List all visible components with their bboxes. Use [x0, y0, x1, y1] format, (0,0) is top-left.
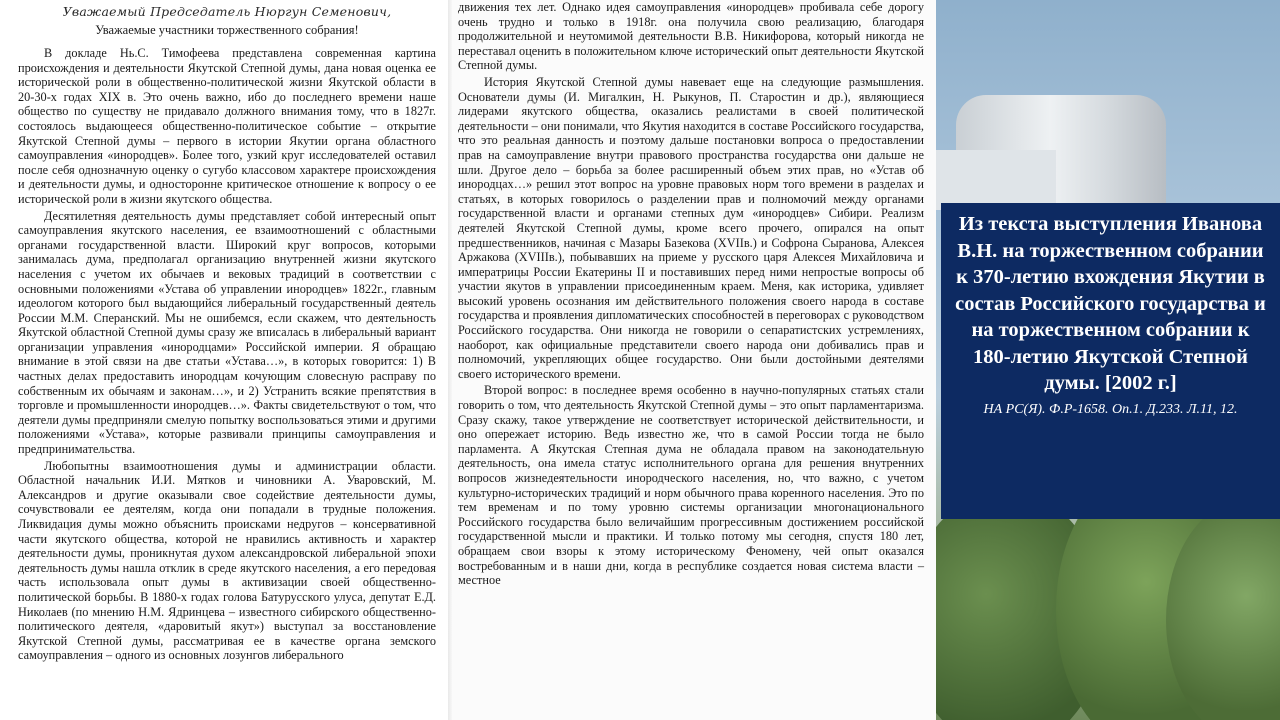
- handwritten-header: Уважаемый Председатель Нюргун Семенович,: [62, 4, 392, 19]
- paragraph: История Якутской Степной думы навевает еще на следующие размышления. Основатели думы (И. Мигалкин, Н. Рыкунов, П. Старостин и др.), являющиеся лидерами якутского общества, оказались реалистами в своей политической деятельности – они понимали, что Якутия находится в составе Российского государства, что это реальная данность и поэтому дальше постановки вопроса о предоставлении прав на самоуправление внутри правового пространства государства они дальше не шли. Другое дело – борьба за более расширенный объем этих прав, но «Устав об инородцах…» решил этот вопрос на уровне правовых норм того времени в разделах и статьях, в которых говорилось о разделении прав и полномочий между органами государственной власти и органами степных дум «инородцев» Сибири. Реализм деятелей Якутской Степной думы, кроме всего прочего, опирался на опыт предшественников, начиная с Мазары Базекова (XVIIв.) и Софрона Сыранова, Алексея Аржакова (XVIIIв.), побывавших на приеме у русского царя Алексея Михайловича и императрицы России Екатерины II и поставивших перед ними непростые вопросы об участии якутов в управлении присоединенным краем. Меня, как историка, удивляет высокий уровень осознания им действительного положения своего народа в составе государства и проявления дипломатических способностей в переговорах с руководством Российского государства. Они никогда не говорили о сепаратистских устремлениях, наоборот, как официальные представители своего народа они добивались прав и полномочий, укрепляющих общее государство. Они были достойными деятелями своего исторического времени.: [458, 74, 924, 381]
- paragraph: Любопытны взаимоотношения думы и администрации области. Областной начальник И.И. Мятков и чиновники А. Уваровский, М. Александров и другие оказывали свое содействие деятельности думы, сочувствовали ее деятелям, когда они попадали в трудные положения. Ликвидация думы можно объяснить происками недругов – консервативной части якутского общества, которой не нравились активность и характер деятельности думы, проникнутая духом александровской либеральной эпохи деятельность думы нашла отклик в среде якутского населения, а его передовая часть использовала опыт думы в активизации своей общественно-политической борьбы. В 1880-х годах голова Батурусского улуса, депутат Е.Д. Николаев (по мнению Н.М. Ядринцева – известного сибирского общественно-политического деятеля, «даровитый якут») выступал за восстановление Якутской Степной думы, рассматривая ее в качестве органа земского самоуправления – одного из основных лозунгов либерального: [18, 458, 436, 663]
- paragraph: В докладе Нь.С. Тимофеева представлена современная картина происхождения и деятельности Якутской Степной думы, дана новая оценка ее исторической роли в общественно-политической жизни Якутской области в 20-30-х годах XIX в. Это очень важно, ибо до последнего времени наше общество по существу не придавало должного внимания тому, что в 1827г. состоялось выдающееся общественно-политическое событие – открытие Якутской Степной думы – первого в истории Якутии органа областного самоуправления «инородцев». Более того, узкий круг исследователей оставил после себя однозначную оценку о сугубо классовом характере происхождения и деятельности думы, и односторонне критическое отношение к вопросу о ее исторической роли в жизни якутского общества.: [18, 46, 436, 206]
- caption-box: [941, 203, 1280, 519]
- paragraph: Второй вопрос: в последнее время особенно в научно-популярных статьях стали говорить о том, что деятельность Якутской Степной думы – это опыт парламентаризма. Сразу скажу, такое утверждение не соответствует исторической действительности, и оно опережает историю. Ведь известно же, что в самой России тогда не было парламента. А Якутская Степная дума не обладала правом на законодательную деятельность, она имела статус исполнительного органа для решения внутренних вопросов жизнедеятельности инородческого населения, но, что важно, с учетом культурно-исторических традиций и норм обычного права коренного населения. Это по тем временам и по тому уровню системы организации многонационального Российского государства было величайшим прогрессивным достижением российской государственной мысли и практики. И только потому мы сегодня, спустя 180 лет, обращаем свои взоры к этому историческому Феномену, чей опыт оказался востребованным и в наши дни, когда в республике создается новая система власти – местное: [458, 383, 924, 588]
- greeting: Уважаемые участники торжественного собрания!: [95, 23, 359, 37]
- caption-title: Из текста выступления Иванова В.Н. на торжественном собрании к 370-летию вхождения Якутии в состав Российского государства и на торжественном собрании к 180-летию Якутской Степной думы. [2002 г.]: [955, 213, 1266, 394]
- document-page-left: [0, 0, 448, 720]
- caption-source: НА РС(Я). Ф.Р-1658. Оп.1. Д.233. Л.11, 12.: [983, 401, 1238, 417]
- document-page-right: [452, 0, 936, 720]
- building-roof: [936, 150, 1056, 210]
- paragraph: Десятилетняя деятельность думы представляет собой интересный опыт самоуправления якутского населения, ее взаимоотношений с областными органами государственной власти. Широкий круг вопросов, которыми занималась дума, предполагал организацию внутренней жизни якутского населения с учетом их обычаев и вековых традиций в соответствии с основными положениями «Устава об управлении инородцев» 1822г., главным идеологом которого был выдающийся либеральный государственный деятель России М.М. Сперанский. Мы не ошибемся, если скажем, что деятельность Якутской областной Степной думы сразу же вписалась в либеральный вариант организации управления «инородцами» Российской империи. Я обращаю внимание в этой связи на две статьи «Устава…», в которых говорится: 1) В частных делах предоставить инородцам кочующим словесную расправу по собственным их обычаям и законам…», и 2) Устранить всякие препятствия в торговле и промышленности инородцев…». Факты свидетельствуют о том, что деятели думы предприняли смелую попытку воспользоваться этими и другими положениями «Устава», которые развивали принципы самоуправления и предпринимательства.: [18, 208, 436, 457]
- paragraph: движения тех лет. Однако идея самоуправления «инородцев» пробивала себе дорогу очень трудно и только в 1918г. она получила свою реализацию, благодаря продолжительной и неутомимой деятельности В.В. Никифорова, который никогда не переставал оценить в положительном ключе исторический опыт деятельности Якутской Степной думы.: [458, 0, 924, 73]
